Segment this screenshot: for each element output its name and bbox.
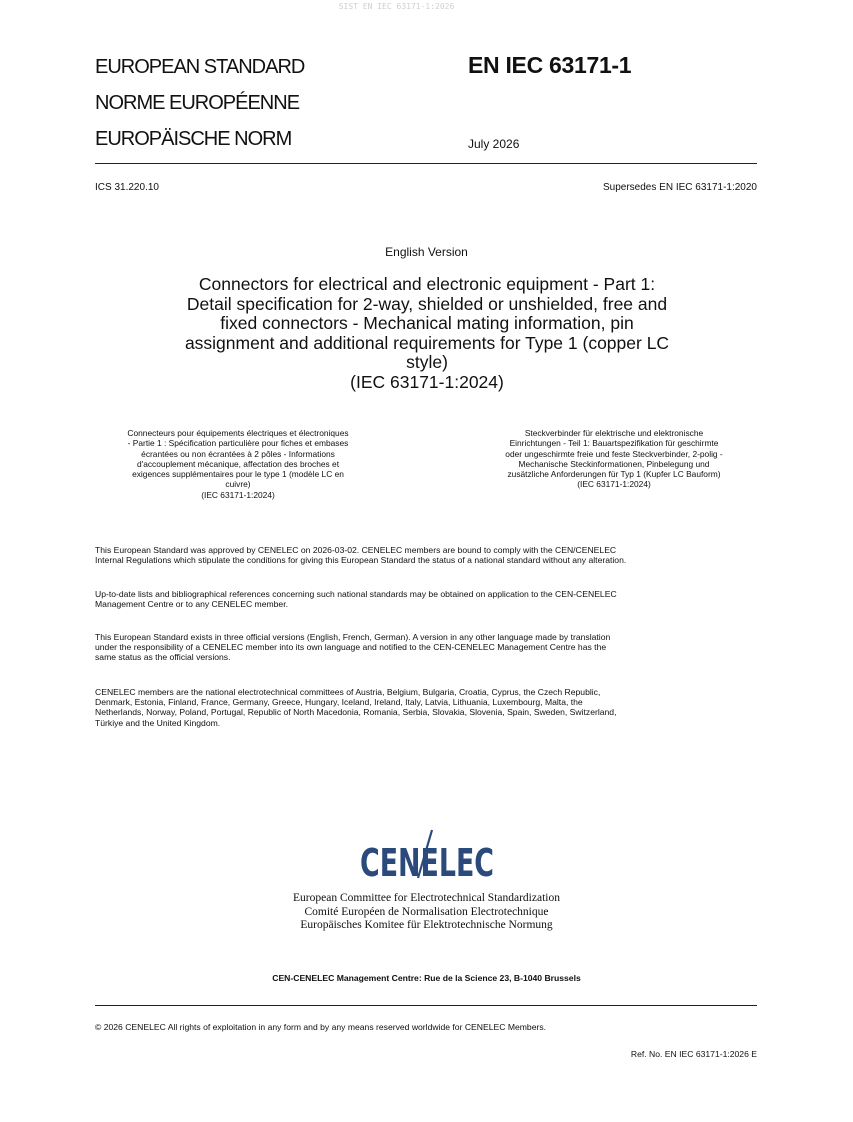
cenelec-wordmark: CENELEC bbox=[359, 841, 494, 885]
standard-name-fr: NORME EUROPÉENNE bbox=[95, 92, 300, 114]
paragraph-line: Netherlands, Norway, Poland, Portugal, Republic of North Macedonia, Romania, Serbia, Slovakia, Slovenia, Spain, Sweden, Switzerland, bbox=[95, 707, 617, 718]
title-line: style) bbox=[406, 352, 448, 372]
title-line: fixed connectors - Mechanical mating information, pin bbox=[220, 313, 634, 333]
standard-name-en: EUROPEAN STANDARD bbox=[95, 56, 305, 78]
title-line: cuivre) bbox=[225, 479, 251, 490]
title-line: Detail specification for 2-way, shielded or unshielded, free and bbox=[186, 293, 668, 314]
reference-number: Ref. No. EN IEC 63171-1:2026 E bbox=[630, 1049, 757, 1059]
title-line: oder ungeschirmte freie und feste Steckverbinder, 2-polig - bbox=[505, 448, 723, 459]
members-paragraph bbox=[95, 687, 760, 728]
title-german bbox=[463, 428, 765, 490]
title-line: assignment and additional requirements for Type 1 (copper LC bbox=[184, 332, 670, 353]
title-line: (IEC 63171-1:2024) bbox=[201, 489, 275, 500]
paragraph-line: Türkiye and the United Kingdom. bbox=[95, 717, 221, 728]
title-line: Mechanische Steckinformationen, Pinbelegung und bbox=[518, 458, 710, 469]
paragraph-line: under the responsibility of a CENELEC member into its own language and notified to the CEN-CENELEC Management Centre has the bbox=[95, 642, 607, 653]
versions-paragraph bbox=[95, 632, 760, 663]
title-line: exigences supplémentaires pour le type 1 (modèle LC en bbox=[132, 469, 344, 480]
paragraph-line: same status as the official versions. bbox=[95, 652, 231, 663]
paragraph-line: Denmark, Estonia, Finland, France, Germany, Greece, Hungary, Iceland, Ireland, Italy, Latvia, Lithuania, Luxembourg, Malta, the bbox=[95, 697, 583, 708]
title-line: zusätzliche Anforderungen für Typ 1 (Kupfer LC Bauform) bbox=[507, 469, 721, 480]
title-line: (IEC 63171-1:2024) bbox=[577, 479, 651, 490]
title-line: écrantées ou non écrantées à 2 pôles - Informations bbox=[141, 448, 335, 459]
paragraph-line: This European Standard was approved by CENELEC on 2026-03-02. CENELEC members are bound to comply with the CEN/CENELEC bbox=[95, 545, 617, 555]
paragraph-line: Internal Regulations which stipulate the conditions for giving this European Standard the status of a national standard without any alteration. bbox=[95, 555, 627, 566]
title-french bbox=[88, 428, 388, 500]
ics-code: ICS 31.220.10 bbox=[95, 182, 159, 193]
organisation-name-fr: Comité Européen de Normalisation Electrotechnique bbox=[304, 905, 549, 918]
supersedes-note: Supersedes EN IEC 63171-1:2020 bbox=[603, 182, 757, 193]
title-line: d'accouplement mécanique, affectation des broches et bbox=[136, 458, 340, 469]
organisation-names bbox=[0, 892, 853, 933]
standard-name-de: EUROPÄISCHE NORM bbox=[95, 128, 292, 150]
title-line: Einrichtungen - Teil 1: Bauartspezifikation für geschirmte bbox=[509, 438, 719, 449]
cenelec-logo-graphic bbox=[352, 828, 502, 885]
title-line: Connecteurs pour équipements électriques et électroniques bbox=[127, 428, 349, 438]
standard-id: EN IEC 63171-1 bbox=[468, 52, 632, 78]
header-divider bbox=[95, 163, 757, 164]
paragraph-line: Management Centre or to any CENELEC member. bbox=[95, 599, 288, 610]
footer-divider bbox=[95, 1005, 757, 1006]
cenelec-logo bbox=[0, 828, 853, 887]
management-centre-address: CEN-CENELEC Management Centre: Rue de la Science 23, B-1040 Brussels bbox=[272, 973, 581, 983]
organisation-name-de: Europäisches Komitee für Elektrotechnische Normung bbox=[300, 919, 553, 931]
paragraph-line: Up-to-date lists and bibliographical references concerning such national standards may be obtained on application to the CEN-CENELEC bbox=[95, 589, 617, 599]
title-line: (IEC 63171-1:2024) bbox=[350, 371, 504, 392]
title-line: - Partie 1 : Spécification particulière pour fiches et embases bbox=[127, 438, 349, 449]
publication-date: July 2026 bbox=[468, 137, 520, 151]
approval-paragraph bbox=[95, 545, 760, 565]
language-version: English Version bbox=[385, 245, 468, 259]
title-english bbox=[140, 275, 714, 392]
watermark: SIST EN IEC 63171-1:2026 bbox=[338, 2, 455, 11]
copyright-notice: © 2026 CENELEC All rights of exploitation in any form and by any means reserved worldwide for CENELEC Members. bbox=[95, 1022, 547, 1032]
organisation-name-en: European Committee for Electrotechnical Standardization bbox=[293, 892, 560, 904]
title-line: Steckverbinder für elektrische und elektronische bbox=[524, 428, 704, 438]
paragraph-line: This European Standard exists in three official versions (English, French, German). A version in any other language made by translation bbox=[95, 632, 611, 642]
references-paragraph bbox=[95, 589, 760, 609]
paragraph-line: CENELEC members are the national electrotechnical committees of Austria, Belgium, Bulgaria, Croatia, Cyprus, the Czech Republic, bbox=[95, 687, 601, 697]
title-line: Connectors for electrical and electronic equipment - Part 1: bbox=[198, 274, 656, 294]
